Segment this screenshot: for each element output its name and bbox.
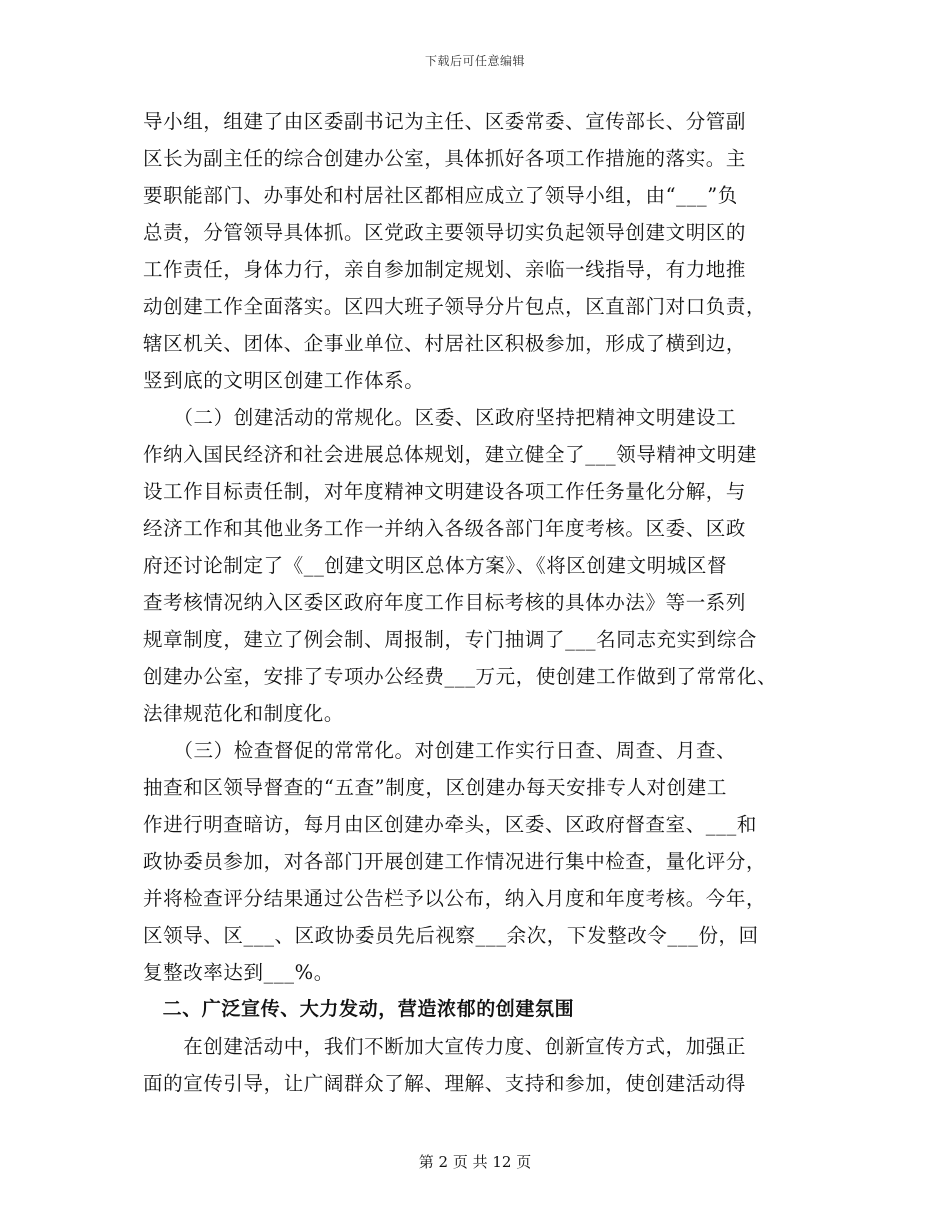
- text-line: 面的宣传引导，让广阔群众了解、理解、支持和参加，使创建活动得: [143, 1072, 747, 1095]
- document-body: [143, 103, 823, 1102]
- text-line: 经济工作和其他业务工作一并纳入各级各部门年度考核。区委、区政: [143, 517, 747, 540]
- text-line: 查考核情况纳入区委区政府年度工作目标考核的具体办法》等一系列: [143, 591, 747, 614]
- text-line: 抽查和区领导督查的“五查”制度，区创建办每天安排专人对创建工: [143, 776, 727, 799]
- text-line: 复整改率达到___%。: [143, 961, 334, 984]
- section-heading: 二、广泛宣传、大力发动，营造浓郁的创建氛围: [143, 998, 575, 1020]
- text-line: 区领导、区___、区政协委员先后视察___余次，下发整改令___份，回: [143, 924, 759, 947]
- text-line: 辖区机关、团体、企事业单位、村居社区积极参加，形成了横到边，: [143, 332, 747, 355]
- text-line: 导小组，组建了由区委副书记为主任、区委常委、宣传部长、分管副: [143, 110, 747, 133]
- text-line: 作进行明查暗访，每月由区创建办牵头，区委、区政府督查室、___和: [143, 813, 757, 836]
- text-line: 在创建活动中，我们不断加大宣传力度、创新宣传方式，加强正: [143, 1035, 747, 1058]
- text-line: 并将检查评分结果通过公告栏予以公布，纳入月度和年度考核。今年，: [143, 887, 767, 910]
- page-header: 下载后可任意编辑: [424, 54, 525, 68]
- text-line: 竖到底的文明区创建工作体系。: [143, 369, 425, 392]
- text-line: （三）检查督促的常常化。对创建工作实行日查、周查、月查、: [143, 739, 737, 762]
- text-line: （二）创建活动的常规化。区委、区政府坚持把精神文明建设工: [143, 406, 737, 429]
- text-line: 工作责任，身体力行，亲自参加制定规划、亲临一线指导，有力地推: [143, 258, 747, 281]
- text-line: 总责，分管领导具体抓。区党政主要领导切实负起领导创建文明区的: [143, 221, 747, 244]
- text-line: 政协委员参加，对各部门开展创建工作情况进行集中检查，量化评分，: [143, 850, 767, 873]
- text-line: 作纳入国民经济和社会进展总体规划，建立健全了___领导精神文明建: [143, 443, 757, 466]
- page-footer: 第 2 页 共 12 页: [418, 1153, 532, 1171]
- text-line: 法律规范化和制度化。: [143, 702, 345, 725]
- text-line: 府还讨论制定了《__创建文明区总体方案》、《将区创建文明城区督: [143, 554, 728, 577]
- text-line: 动创建工作全面落实。区四大班子领导分片包点，区直部门对口负责，: [143, 295, 767, 318]
- text-line: 区长为副主任的综合创建办公室，具体抓好各项工作措施的落实。主: [143, 147, 747, 170]
- text-line: 规章制度，建立了例会制、周报制，专门抽调了___名同志充实到综合: [143, 628, 757, 651]
- text-line: 要职能部门、办事处和村居社区都相应成立了领导小组，由“___”负: [143, 184, 738, 207]
- text-line: 设工作目标责任制，对年度精神文明建设各项工作任务量化分解，与: [143, 480, 747, 503]
- text-line: 创建办公室，安排了专项办公经费___万元，使创建工作做到了常常化、: [143, 665, 778, 688]
